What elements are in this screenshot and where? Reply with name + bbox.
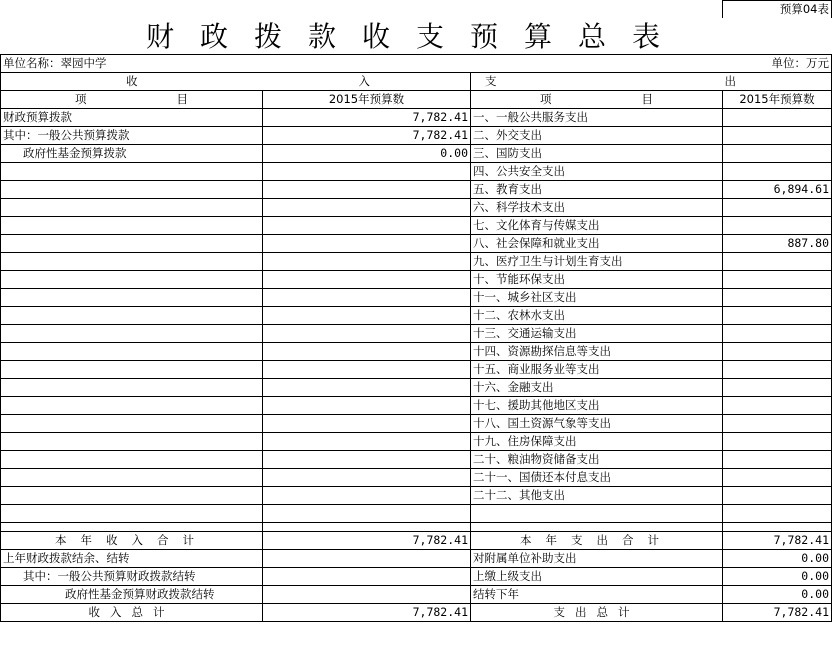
expense-item-value	[723, 109, 832, 127]
expense-header-right	[723, 73, 832, 91]
table-row	[1, 217, 832, 235]
expense-item-value	[723, 289, 832, 307]
income-item-value: 7,782.41	[263, 127, 471, 145]
income-header-right: 入	[263, 73, 471, 91]
table-row	[1, 379, 832, 397]
expense-item-value	[723, 271, 832, 289]
expense-item-value	[723, 451, 832, 469]
income-item-label: 财政预算拨款	[1, 109, 263, 127]
expense-item-value	[723, 217, 832, 235]
table-row	[1, 145, 832, 163]
expense-item-value: 6,894.61	[723, 181, 832, 199]
table-row	[1, 469, 832, 487]
table-row	[1, 433, 832, 451]
expense-header-left: 支	[471, 73, 723, 91]
expense-item-value: 887.80	[723, 235, 832, 253]
table-row	[1, 199, 832, 217]
table-row	[1, 253, 832, 271]
expense-item-label: 十五、商业服务业等支出	[471, 361, 723, 379]
carry-expense-1: 上缴上级支出	[471, 568, 723, 586]
expense-item-value	[723, 163, 832, 181]
table-row	[1, 271, 832, 289]
table-row	[1, 361, 832, 379]
income-item-label: 其中：一般公共预算拨款	[1, 127, 263, 145]
expense-item-value	[723, 469, 832, 487]
grand-income-value: 7,782.41	[263, 604, 471, 622]
income-item-value: 0.00	[263, 145, 471, 163]
col-item-right: 目	[176, 92, 188, 106]
page-title: 财政拨款收支预算总表	[145, 19, 686, 53]
expense-item-label: 十四、资源勘探信息等支出	[471, 343, 723, 361]
grand-expense-label: 支出总计	[471, 604, 723, 622]
year-income-label: 本年收入合计	[1, 532, 263, 550]
table-row	[1, 343, 832, 361]
col-budget-expense: 2015年预算数	[723, 91, 832, 109]
form-code: 预算04表	[723, 1, 832, 19]
expense-item-value	[723, 397, 832, 415]
table-row	[1, 163, 832, 181]
expense-header-right-text: 出	[724, 74, 736, 88]
table-row	[1, 523, 832, 532]
table-row	[1, 181, 832, 199]
expense-item-value	[723, 487, 832, 505]
expense-item-label: 十六、金融支出	[471, 379, 723, 397]
expense-item-value	[723, 433, 832, 451]
col-item-left: 项	[75, 92, 87, 106]
col-budget-income: 2015年预算数	[263, 91, 471, 109]
expense-item-label: 十、节能环保支出	[471, 271, 723, 289]
carry-expense-2: 结转下年	[471, 586, 723, 604]
year-expense-label: 本年支出合计	[471, 532, 723, 550]
table-row	[1, 487, 832, 505]
carry-income-1: 其中：一般公共预算财政拨款结转	[1, 568, 263, 586]
expense-item-label: 十三、交通运输支出	[471, 325, 723, 343]
table-row	[1, 451, 832, 469]
expense-item-value	[723, 145, 832, 163]
table-row	[1, 289, 832, 307]
expense-item-label: 九、医疗卫生与计划生育支出	[471, 253, 723, 271]
expense-item-label: 二十、粮油物资储备支出	[471, 451, 723, 469]
col-item-expense	[471, 91, 723, 109]
expense-item-value	[723, 307, 832, 325]
expense-item-value	[723, 415, 832, 433]
expense-item-value	[723, 343, 832, 361]
carry-expense-value-2: 0.00	[723, 586, 832, 604]
expense-item-label: 十九、住房保障支出	[471, 433, 723, 451]
expense-item-label: 三、国防支出	[471, 145, 723, 163]
income-item-label: 政府性基金预算拨款	[1, 145, 263, 163]
expense-item-label: 五、教育支出	[471, 181, 723, 199]
table-row	[1, 505, 832, 523]
table-row	[1, 127, 832, 145]
table-row	[1, 307, 832, 325]
carry-income-0: 上年财政拨款结余、结转	[1, 550, 263, 568]
unit-name: 单位名称：翠园中学	[1, 55, 723, 73]
expense-item-value	[723, 325, 832, 343]
col-item-income	[1, 91, 263, 109]
carry-income-2: 政府性基金预算财政拨款结转	[1, 586, 263, 604]
expense-item-label: 二、外交支出	[471, 127, 723, 145]
grand-income-label: 收入总计	[1, 604, 263, 622]
expense-item-label: 十一、城乡社区支出	[471, 289, 723, 307]
carry-expense-value-1: 0.00	[723, 568, 832, 586]
table-row	[1, 415, 832, 433]
expense-item-label: 四、公共安全支出	[471, 163, 723, 181]
income-item-value: 7,782.41	[263, 109, 471, 127]
expense-item-value	[723, 361, 832, 379]
grand-expense-value: 7,782.41	[723, 604, 832, 622]
year-expense-value: 7,782.41	[723, 532, 832, 550]
expense-item-label: 六、科学技术支出	[471, 199, 723, 217]
expense-item-label: 七、文化体育与传媒支出	[471, 217, 723, 235]
carry-expense-0: 对附属单位补助支出	[471, 550, 723, 568]
currency-unit: 单位：万元	[723, 55, 832, 73]
col-item-right-exp: 目	[641, 92, 653, 106]
expense-item-label: 十八、国土资源气象等支出	[471, 415, 723, 433]
expense-item-label: 十二、农林水支出	[471, 307, 723, 325]
expense-item-value	[723, 127, 832, 145]
expense-item-label: 二十一、国债还本付息支出	[471, 469, 723, 487]
year-income-value: 7,782.41	[263, 532, 471, 550]
table-row	[1, 397, 832, 415]
expense-item-label: 八、社会保障和就业支出	[471, 235, 723, 253]
expense-item-value	[723, 253, 832, 271]
expense-item-label: 二十二、其他支出	[471, 487, 723, 505]
expense-item-value	[723, 199, 832, 217]
expense-item-value	[723, 379, 832, 397]
table-row	[1, 109, 832, 127]
expense-item-label: 十七、援助其他地区支出	[471, 397, 723, 415]
table-row	[1, 235, 832, 253]
table-row	[1, 325, 832, 343]
income-header-left: 收	[1, 73, 263, 91]
col-item-left-exp: 项	[540, 92, 552, 106]
carry-expense-value-0: 0.00	[723, 550, 832, 568]
expense-item-label: 一、一般公共服务支出	[471, 109, 723, 127]
